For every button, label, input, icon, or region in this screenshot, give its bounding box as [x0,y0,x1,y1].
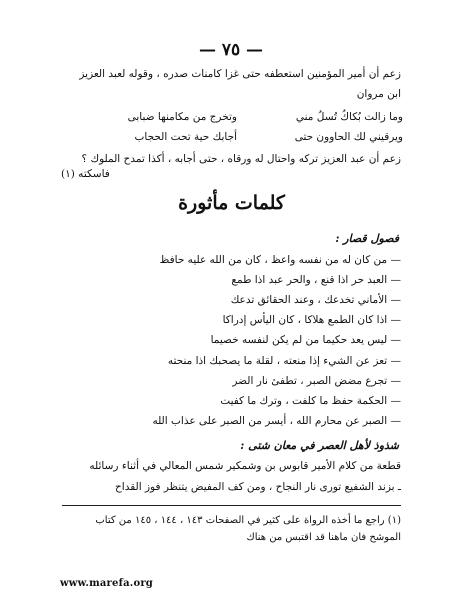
paragraph-line: ـ بزند الشفيع تورى نار النجاح ، ومن كف المفيض يتنظر فوز القداح [115,481,401,493]
footnote-line: الموشح فان ماهنا قد اقتبس من هناك [246,532,401,543]
poem-verse-left: وتخرج من مكامنها ضبابى [127,111,237,123]
saying-item: — من كان له من نفسه واعظ ، كان من الله عليه حافظ [159,254,401,266]
saying-item: — العبد حر اذا قنع ، والحر عبد اذا طمع [231,274,401,286]
saying-item: — الحكمة حفظ ما كلفت ، وترك ما كفيت [220,395,401,407]
saying-item: — تعز عن الشيء إذا منعته ، لقلة ما يصحبك اذا منحته [167,355,401,367]
website-watermark: www.marefa.org [60,578,153,589]
section-subtitle: فصول قصار : [335,232,399,245]
poem-verse-right: وما زالت بُكاكُ تُسلُ مني [295,111,403,123]
footnote-line: (١) راجع ما أخذه الرواة على كثير في الصفحات ١٤٣ ، ١٤٤ ، ١٤٥ من كتاب [95,515,401,526]
saying-item: — اذا كان الطمع هلاكا ، كان اليأس إدراكا [222,314,401,326]
paragraph-line: قطعة من كلام الأمير قابوس بن وشمكير شمس المعالي في أثناء رسائله [89,460,401,472]
narrative-line: زعم أن عبد العزيز تركه واحتال له ورقاه ، حتى أجابه ، أكذا تمدح الملوك ؟ [81,153,401,165]
narrative-line: ابن مروان [356,88,401,100]
narrative-line: زعم أن أمير المؤمنين استعطفه حتى غزا كامنات صدره ، وقوله لعبد العزيز [79,68,401,80]
poem-verse-left: أجابك حية تحت الحجاب [134,131,237,143]
section-title: كلمات مأثورة [178,192,285,214]
narrative-line: فاسكته (١) [61,168,110,180]
footnote-divider [62,505,401,506]
saying-item: — الصبر عن محارم الله ، أيسر من الصبر على عذاب الله [152,415,401,427]
saying-item: — الأماني تخدعك ، وعند الحقائق تدعك [230,294,401,306]
saying-item: — ليس يعد حكيما من لم يكن لنفسه خصيما [210,334,401,346]
poem-verse-right: ويرقيني لك الحاوون حتى [294,131,403,143]
section-subtitle: شذوذ لأهل العصر في معان شتى : [240,439,399,452]
saying-item: — تجرع مضض الصبر ، تطفئ نار الضر [232,375,401,387]
page-number: — ٧٥ — [198,40,264,60]
